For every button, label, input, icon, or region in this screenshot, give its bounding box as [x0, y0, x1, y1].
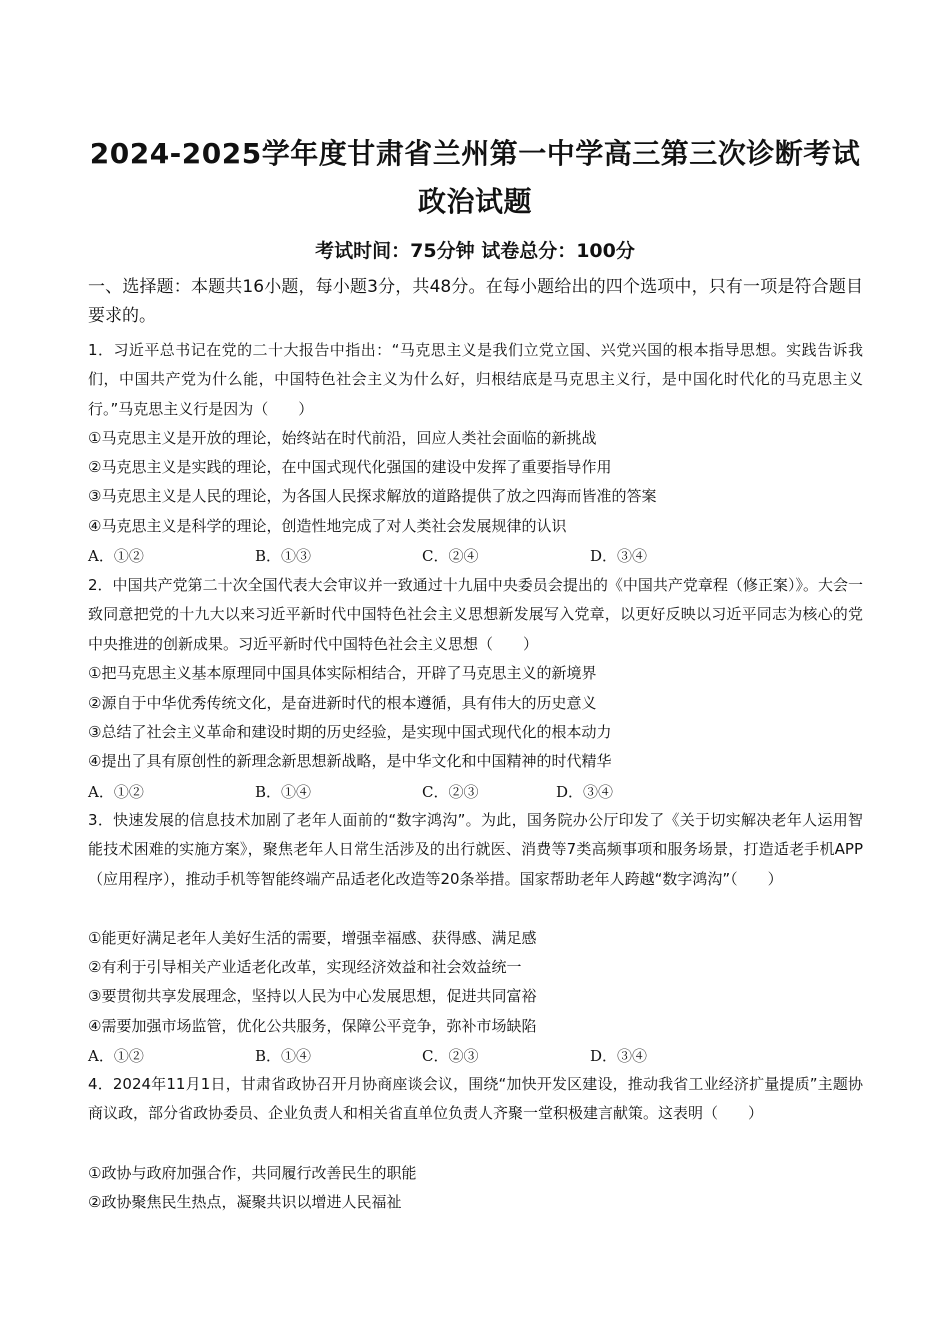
question-3-option-1: ①能更好满足老年人美好生活的需要，增强幸福感、获得感、满足感 — [88, 929, 537, 947]
question-4-option-1: ①政协与政府加强合作，共同履行改善民生的职能 — [88, 1164, 417, 1182]
question-1-option-3: ③马克思主义是人民的理论，为各国人民探求解放的道路提供了放之四海而皆准的答案 — [88, 487, 657, 505]
choice-d: D．③④ — [556, 783, 614, 801]
question-1-stem: 1．习近平总书记在党的二十大报告中指出：“马克思主义是我们立党立国、兴党兴国的根本指导思想。实践告诉我们，中国共产党为什么能，中国特色社会主义为什么好，归根结底是马克思主义行，是中国化时代化的马克思主义行。”马克思主义行是因为（ ） — [88, 341, 863, 418]
question-1-option-1: ①马克思主义是开放的理论，始终站在时代前沿，回应人类社会面临的新挑战 — [88, 429, 597, 447]
question-2-option-3: ③总结了社会主义革命和建设时期的历史经验，是实现中国式现代化的根本动力 — [88, 723, 612, 741]
choice-d: D．③④ — [590, 547, 648, 565]
choice-a: A．①② — [88, 783, 144, 801]
choice-c: C．②④ — [422, 547, 479, 565]
choice-b: B．①③ — [255, 547, 312, 565]
question-1-choices — [88, 546, 863, 566]
choice-b: B．①④ — [255, 783, 312, 801]
question-1-option-4: ④马克思主义是科学的理论，创造性地完成了对人类社会发展规律的认识 — [88, 517, 567, 535]
exam-meta: 考试时间：75分钟 试卷总分：100分 — [315, 240, 635, 262]
question-2-option-1: ①把马克思主义基本原理同中国具体实际相结合，开辟了马克思主义的新境界 — [88, 664, 597, 682]
question-4-stem: 4．2024年11月1日，甘肃省政协召开月协商座谈会议，围绕“加快开发区建设，推动我省工业经济扩量提质”主题协商议政，部分省政协委员、企业负责人和相关省直单位负责人齐聚一堂积极建言献策。这表明（ ） — [88, 1075, 863, 1123]
exam-title: 2024-2025学年度甘肃省兰州第一中学高三第三次诊断考试 — [89, 137, 861, 170]
question-3-option-4: ④需要加强市场监管，优化公共服务，保障公平竞争，弥补市场缺陷 — [88, 1017, 537, 1035]
choice-d: D．③④ — [590, 1047, 648, 1065]
choice-a: A．①② — [88, 547, 144, 565]
question-2-choices — [88, 782, 863, 802]
question-2-option-2: ②源自于中华优秀传统文化，是奋进新时代的根本遵循，具有伟大的历史意义 — [88, 694, 597, 712]
question-2-stem: 2．中国共产党第二十次全国代表大会审议并一致通过十九届中央委员会提出的《中国共产党章程（修正案）》。大会一致同意把党的十九大以来习近平新时代中国特色社会主义思想新发展写入党章，以更好反映以习近平同志为核心的党中央推进的创新成果。习近平新时代中国特色社会主义思想（ ） — [88, 576, 863, 653]
section-heading: 一、选择题：本题共16小题，每小题3分，共48分。在每小题给出的四个选项中，只有一项是符合题目要求的。 — [88, 277, 863, 326]
question-3-option-3: ③要贯彻共享发展理念，坚持以人民为中心发展思想，促进共同富裕 — [88, 987, 537, 1005]
question-3-choices — [88, 1046, 863, 1066]
choice-a: A．①② — [88, 1047, 144, 1065]
question-3-option-2: ②有利于引导相关产业适老化改革，实现经济效益和社会效益统一 — [88, 958, 522, 976]
question-1-option-2: ②马克思主义是实践的理论，在中国式现代化强国的建设中发挥了重要指导作用 — [88, 458, 612, 476]
question-4-option-2: ②政协聚焦民生热点，凝聚共识以增进人民福祉 — [88, 1193, 402, 1211]
choice-b: B．①④ — [255, 1047, 312, 1065]
choice-c: C．②③ — [422, 783, 479, 801]
exam-subject: 政治试题 — [417, 185, 532, 218]
choice-c: C．②③ — [422, 1047, 479, 1065]
question-3-stem: 3．快速发展的信息技术加剧了老年人面前的“数字鸿沟”。为此，国务院办公厅印发了《关于切实解决老年人运用智能技术困难的实施方案》，聚焦老年人日常生活涉及的出行就医、消费等7类高频事项和服务场景，打造适老手机APP（应用程序），推动手机等智能终端产品适老化改造等20条举措。国家帮助老年人跨越“数字鸿沟”（ ） — [88, 811, 863, 888]
question-2-option-4: ④提出了具有原创性的新理念新思想新战略，是中华文化和中国精神的时代精华 — [88, 752, 612, 770]
